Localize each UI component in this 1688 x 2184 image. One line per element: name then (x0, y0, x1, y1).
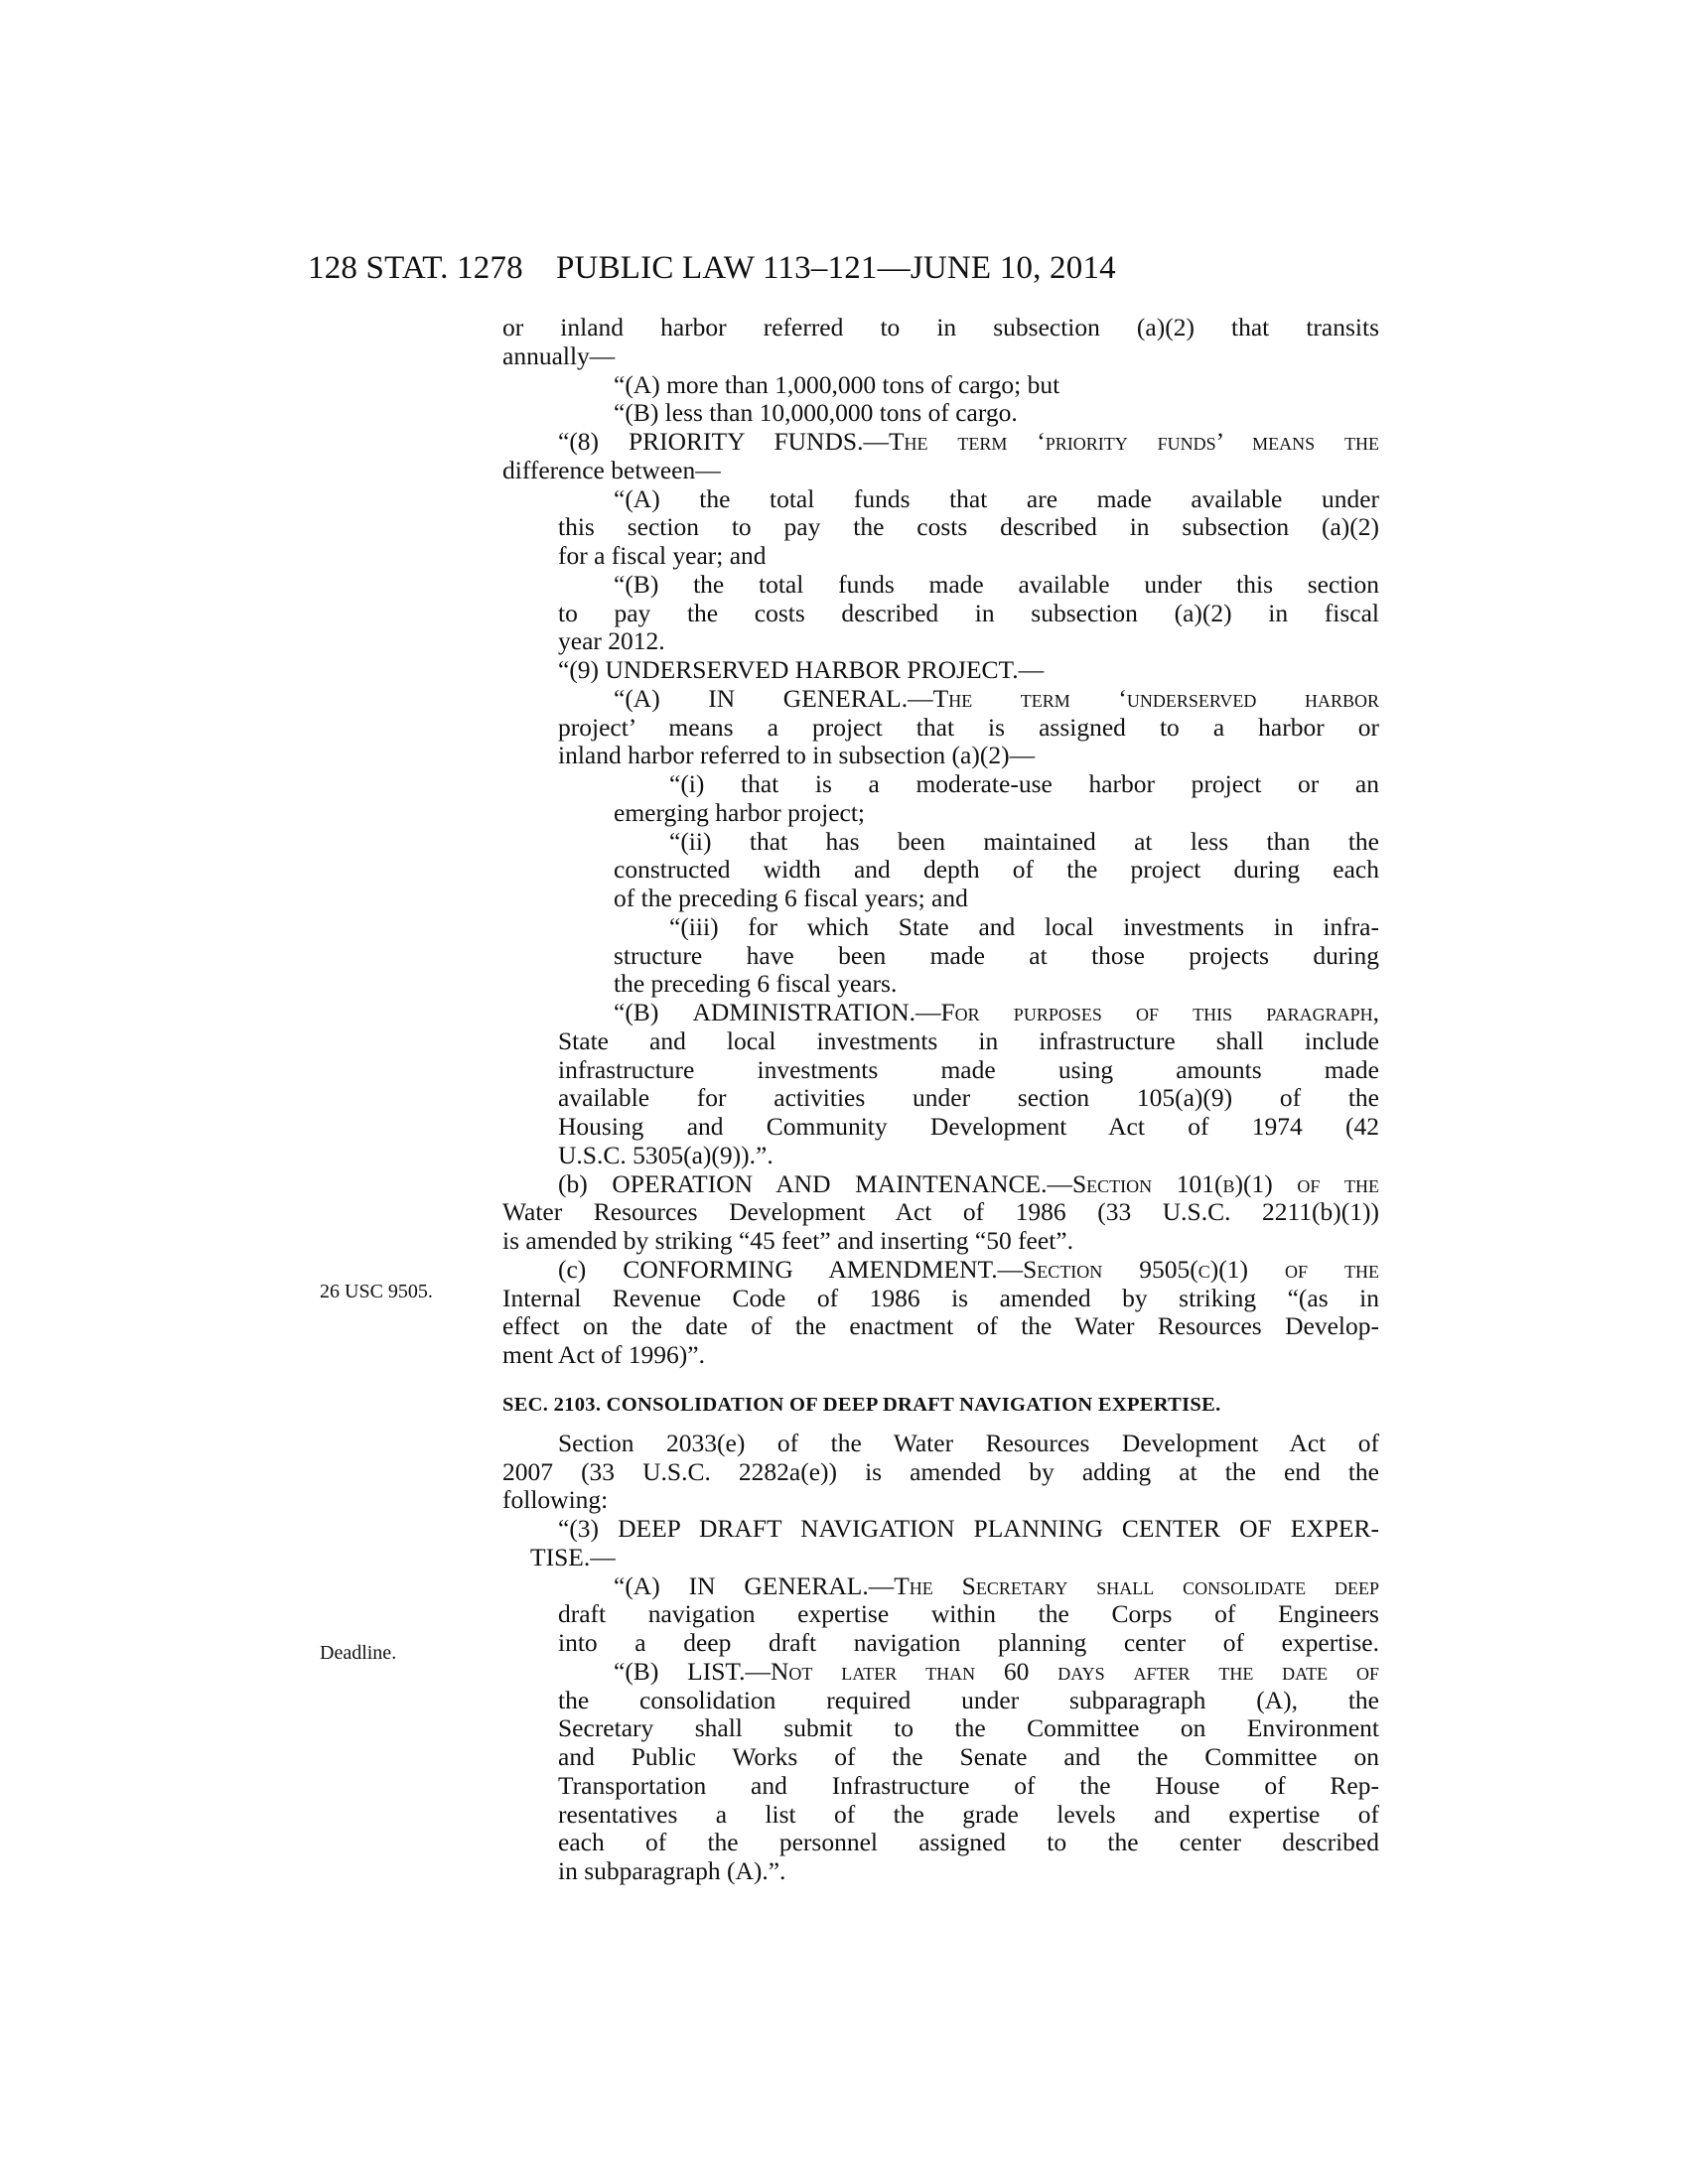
text-line: and Public Works of the Senate and the Committee on (558, 1742, 1379, 1771)
text-line: the preceding 6 fiscal years. (614, 969, 898, 999)
text-line: in subparagraph (A).”. (558, 1856, 786, 1885)
text-line: project’ means a project that is assigned to a harbor or (558, 712, 1379, 742)
text-line: Transportation and Infrastructure of the House of Rep- (558, 1770, 1379, 1800)
text-line: inland harbor referred to in subsection (a)(2)— (558, 741, 1036, 770)
text-line: each of the personnel assigned to the center described (558, 1828, 1379, 1857)
subsection-heading-line: (b) OPERATION AND MAINTENANCE.—Section 101(b)(1) of the (558, 1168, 1379, 1198)
text-line: “(i) that is a moderate-use harbor project or an (669, 769, 1379, 798)
text-line: this section to pay the costs described in subsection (a)(2) (558, 512, 1379, 542)
text-line: “(A) more than 1,000,000 tons of cargo; but (614, 369, 1060, 399)
text-line: to pay the costs described in subsection (a)(2) in fiscal (558, 598, 1379, 627)
margin-note-usc: 26 USC 9505. (320, 1281, 433, 1302)
text-line: or inland harbor referred to in subsection (a)(2) that transits (502, 313, 1379, 341)
text-line: annually— (502, 341, 616, 370)
text-line: “(ii) that has been maintained at less than the (669, 826, 1379, 856)
subsection-heading-line: (c) CONFORMING AMENDMENT.—Section 9505(c)(1) of the (558, 1254, 1379, 1284)
paragraph-heading-line: “(A) IN GENERAL.—The term ‘underserved harbor (614, 683, 1380, 713)
text-line: infrastructure investments made using amounts made (558, 1054, 1379, 1084)
text-line: U.S.C. 5305(a)(9)).”. (558, 1140, 774, 1169)
text-line: “(iii) for which State and local investments in infra- (669, 911, 1379, 941)
paragraph-heading-line: “(9) UNDERSERVED HARBOR PROJECT.— (558, 655, 1045, 684)
section-title: SEC. 2103. CONSOLIDATION OF DEEP DRAFT NAVIGATION EXPERTISE. (502, 1393, 1221, 1416)
text-line: structure have been made at those projects during (614, 940, 1379, 970)
text-line: into a deep draft navigation planning center of expertise. (558, 1628, 1379, 1657)
text-line: Internal Revenue Code of 1986 is amended by striking “(as in (502, 1283, 1379, 1312)
text-line: Water Resources Development Act of 1986 (33 U.S.C. 2211(b)(1)) (502, 1197, 1379, 1227)
text-line: emerging harbor project; (614, 797, 866, 827)
text-line: State and local investments in infrastructure shall include (558, 1025, 1379, 1055)
paragraph-heading-line: “(3) DEEP DRAFT NAVIGATION PLANNING CENTER OF EXPER- (558, 1514, 1379, 1543)
text-line: Secretary shall submit to the Committee on Environment (558, 1713, 1379, 1743)
stat-page-number: 128 STAT. 1278 (308, 250, 523, 286)
paragraph-heading-line: “(B) LIST.—Not later than 60 days after the date of (614, 1656, 1380, 1686)
text-line: effect on the date of the enactment of the Water Resources Develop- (502, 1311, 1379, 1341)
paragraph-heading-line: “(A) IN GENERAL.—The Secretary shall consolidate deep (614, 1570, 1379, 1600)
text-line: TISE.— (530, 1542, 616, 1571)
text-line: of the preceding 6 fiscal years; and (614, 884, 968, 912)
text-line: “(B) the total funds made available under this section (614, 569, 1379, 599)
document-body (502, 314, 1379, 1886)
paragraph-heading-line: “(8) PRIORITY FUNDS.—The term ‘priority funds’ means the (558, 427, 1379, 456)
text-line: constructed width and depth of the project during each (614, 855, 1379, 885)
text-line: the consolidation required under subparagraph (A), the (558, 1685, 1379, 1714)
text-line: resentatives a list of the grade levels and expertise of (558, 1799, 1379, 1829)
text-line: draft navigation expertise within the Corps of Engineers (558, 1599, 1379, 1629)
text-line: Section 2033(e) of the Water Resources Development Act of (558, 1428, 1379, 1457)
text-line: is amended by striking “45 feet” and inserting “50 feet”. (502, 1226, 1073, 1255)
margin-note-deadline: Deadline. (320, 1642, 397, 1664)
text-line: year 2012. (558, 626, 665, 656)
text-line: ment Act of 1996)”. (502, 1340, 705, 1369)
text-line: “(B) less than 10,000,000 tons of cargo. (614, 398, 1018, 428)
text-line: Housing and Community Development Act of 1974 (42 (558, 1112, 1379, 1141)
text-line: for a fiscal year; and (558, 541, 767, 570)
paragraph-heading-line: “(B) ADMINISTRATION.—For purposes of this paragraph, (614, 998, 1379, 1026)
text-line: difference between— (502, 455, 721, 484)
text-line: following: (502, 1485, 609, 1515)
public-law-title: PUBLIC LAW 113–121—JUNE 10, 2014 (556, 250, 1116, 286)
text-line: “(A) the total funds that are made available under (614, 483, 1379, 513)
text-line: available for activities under section 105(a)(9) of the (558, 1083, 1379, 1113)
text-line: 2007 (33 U.S.C. 2282a(e)) is amended by adding at the end the (502, 1456, 1379, 1486)
